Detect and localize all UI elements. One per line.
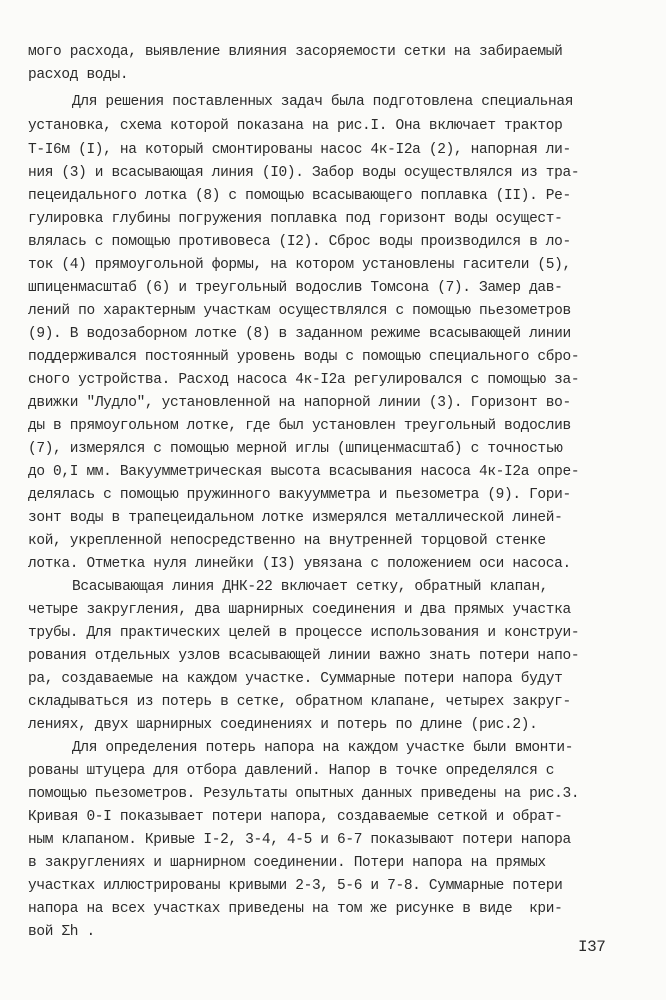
text-line: (7), измерялся с помощью мерной иглы (шпиценмасштаб) с точностью [28,441,563,457]
page-number: I37 [578,938,606,956]
text-line: пецеидального лотка (8) с помощью всасывающего поплавка (II). Ре- [28,188,571,204]
text-line: гулировка глубины погружения поплавка под горизонт воды осущест- [28,211,563,227]
text-line: ра, создаваемые на каждом участке. Суммарные потери напора будут [28,671,563,687]
text-line: шпиценмасштаб (6) и треугольный водослив Томсона (7). Замер дав- [28,280,563,296]
text-line: сного устройства. Расход насоса 4к-I2а регулировался с помощью за- [28,372,580,388]
text-line: напора на всех участках приведены на том же рисунке в виде кри- [28,901,563,917]
text-line: помощью пьезометров. Результаты опытных данных приведены на рис.3. [28,786,580,802]
text-line: участках иллюстрированы кривыми 2-3, 5-6 и 7-8. Суммарные потери [28,878,563,894]
text-line: расход воды. [28,67,129,83]
text-line: рованы штуцера для отбора давлений. Напор в точке определялся с [28,763,555,779]
text-line: вой Σh . [28,924,95,940]
text-line: поддерживался постоянный уровень воды с помощью специального сбро- [28,349,580,365]
text-line: установка, схема которой показана на рис.I. Она включает трактор [28,118,563,134]
text-line: ток (4) прямоугольной формы, на котором установлены гасители (5), [28,257,571,273]
text-line: лотка. Отметка нуля линейки (I3) увязана с положением оси насоса. [28,556,571,572]
text-line: четыре закругления, два шарнирных соединения и два прямых участка [28,602,571,618]
text-line: в закруглениях и шарнирном соединении. Потери напора на прямых [28,855,546,871]
text-line: зонт воды в трапецеидальном лотке измерялся металлической линей- [28,510,563,526]
text-line: Кривая 0-I показывает потери напора, создаваемые сеткой и обрат- [28,809,563,825]
text-line: мого расхода, выявление влияния засоряемости сетки на забираемый [28,44,563,60]
text-line: Для определения потерь напора на каждом участке были вмонти- [72,740,574,756]
text-line: лениях, двух шарнирных соединениях и потерь по длине (рис.2). [28,717,538,733]
text-line: до 0,I мм. Вакуумметрическая высота всасывания насоса 4к-I2а опре- [28,464,580,480]
text-line: складываться из потерь в сетке, обратном клапане, четырех закруг- [28,694,571,710]
text-line: лений по характерным участкам осуществлялся с помощью пьезометров [28,303,571,319]
text-line: влялась с помощью противовеса (I2). Сброс воды производился в ло- [28,234,571,250]
text-line: Всасывающая линия ДНК-22 включает сетку, обратный клапан, [72,579,549,595]
text-line: трубы. Для практических целей в процессе использования и конструи- [28,625,580,641]
text-line: ды в прямоугольном лотке, где был установлен треугольный водослив [28,418,571,434]
text-line: (9). В водозаборном лотке (8) в заданном режиме всасывающей линии [28,326,571,342]
text-line: движки "Лудло", установленной на напорной линии (3). Горизонт во- [28,395,571,411]
text-line: Для решения поставленных задач была подготовлена специальная [72,94,574,110]
text-line: ния (3) и всасывающая линия (I0). Забор воды осуществлялся из тра- [28,165,580,181]
text-line: делялась с помощью пружинного вакуумметра и пьезометра (9). Гори- [28,487,571,503]
text-line: кой, укрепленной непосредственно на внутренней торцовой стенке [28,533,546,549]
text-line: ным клапаном. Кривые I-2, 3-4, 4-5 и 6-7 показывают потери напора [28,832,571,848]
text-line: Т-I6м (I), на который смонтированы насос 4к-I2а (2), напорная ли- [28,142,571,158]
text-line: рования отдельных узлов всасывающей линии важно знать потери напо- [28,648,580,664]
